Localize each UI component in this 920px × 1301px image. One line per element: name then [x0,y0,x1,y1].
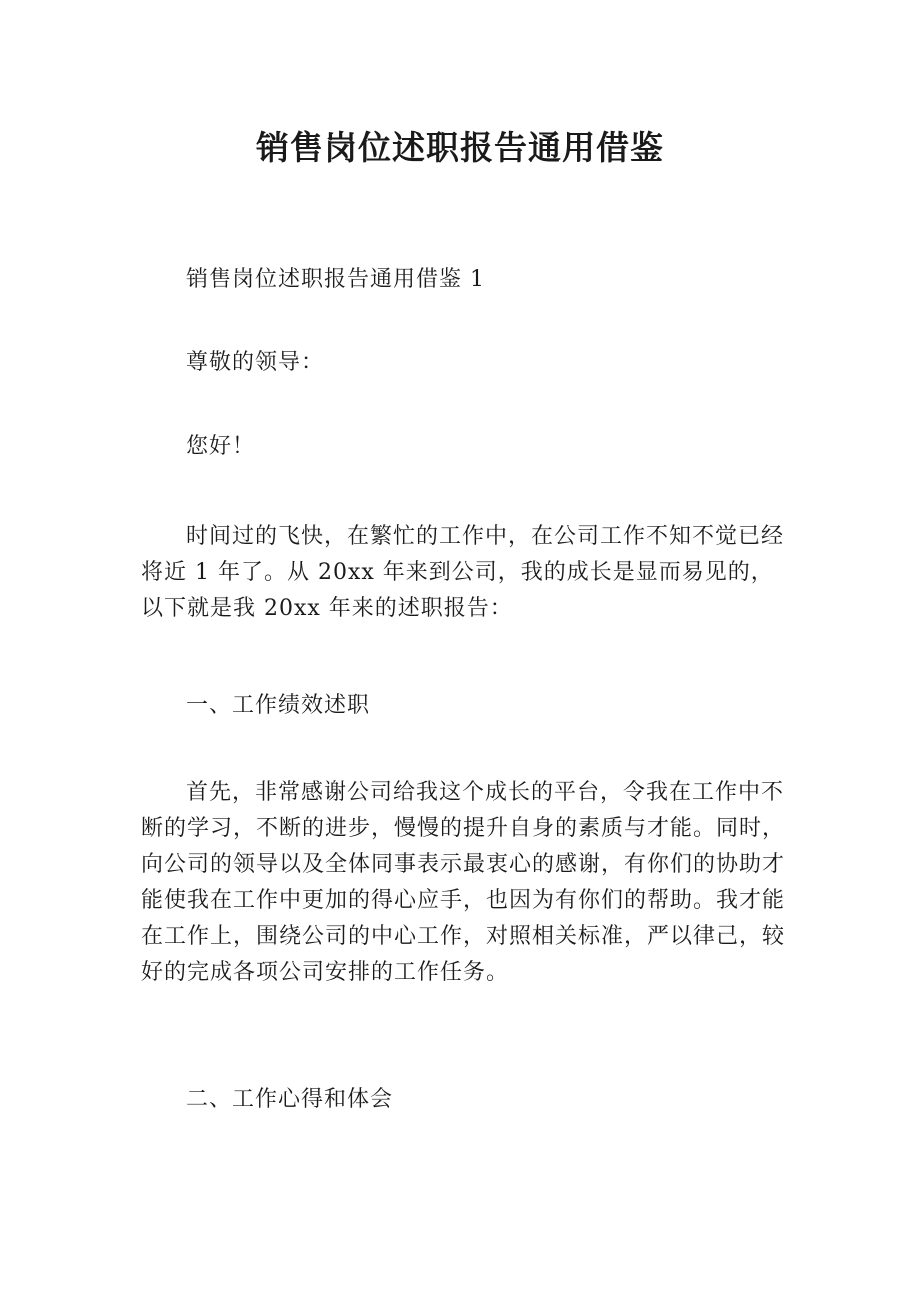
section-heading-experience: 二、工作心得和体会 [186,1087,394,1112]
greeting: 您好！ [186,434,256,459]
salutation: 尊敬的领导： [186,350,325,375]
section-heading-performance: 一、工作绩效述职 [186,693,371,718]
document-title: 销售岗位述职报告通用借鉴 [256,128,664,167]
intro-paragraph: 时间过的飞快，在繁忙的工作中，在公司工作不知不觉已经将近 1 年了。从 20xx 年来到公司，我的成长是显而易见的，以下就是我 20xx 年来的述职报告： [141,524,785,621]
document-subtitle: 销售岗位述职报告通用借鉴 1 [186,267,485,292]
section-paragraph-performance: 首先，非常感谢公司给我这个成长的平台，令我在工作中不断的学习，不断的进步，慢慢的提升自身的素质与才能。同时，向公司的领导以及全体同事表示最衷心的感谢，有你们的协助才能使我在工作中更加的得心应手，也因为有你们的帮助。我才能在工作上，围绕公司的中心工作，对照相关标准，严以律己，较好的完成各项公司安排的工作任务。 [141,780,786,985]
